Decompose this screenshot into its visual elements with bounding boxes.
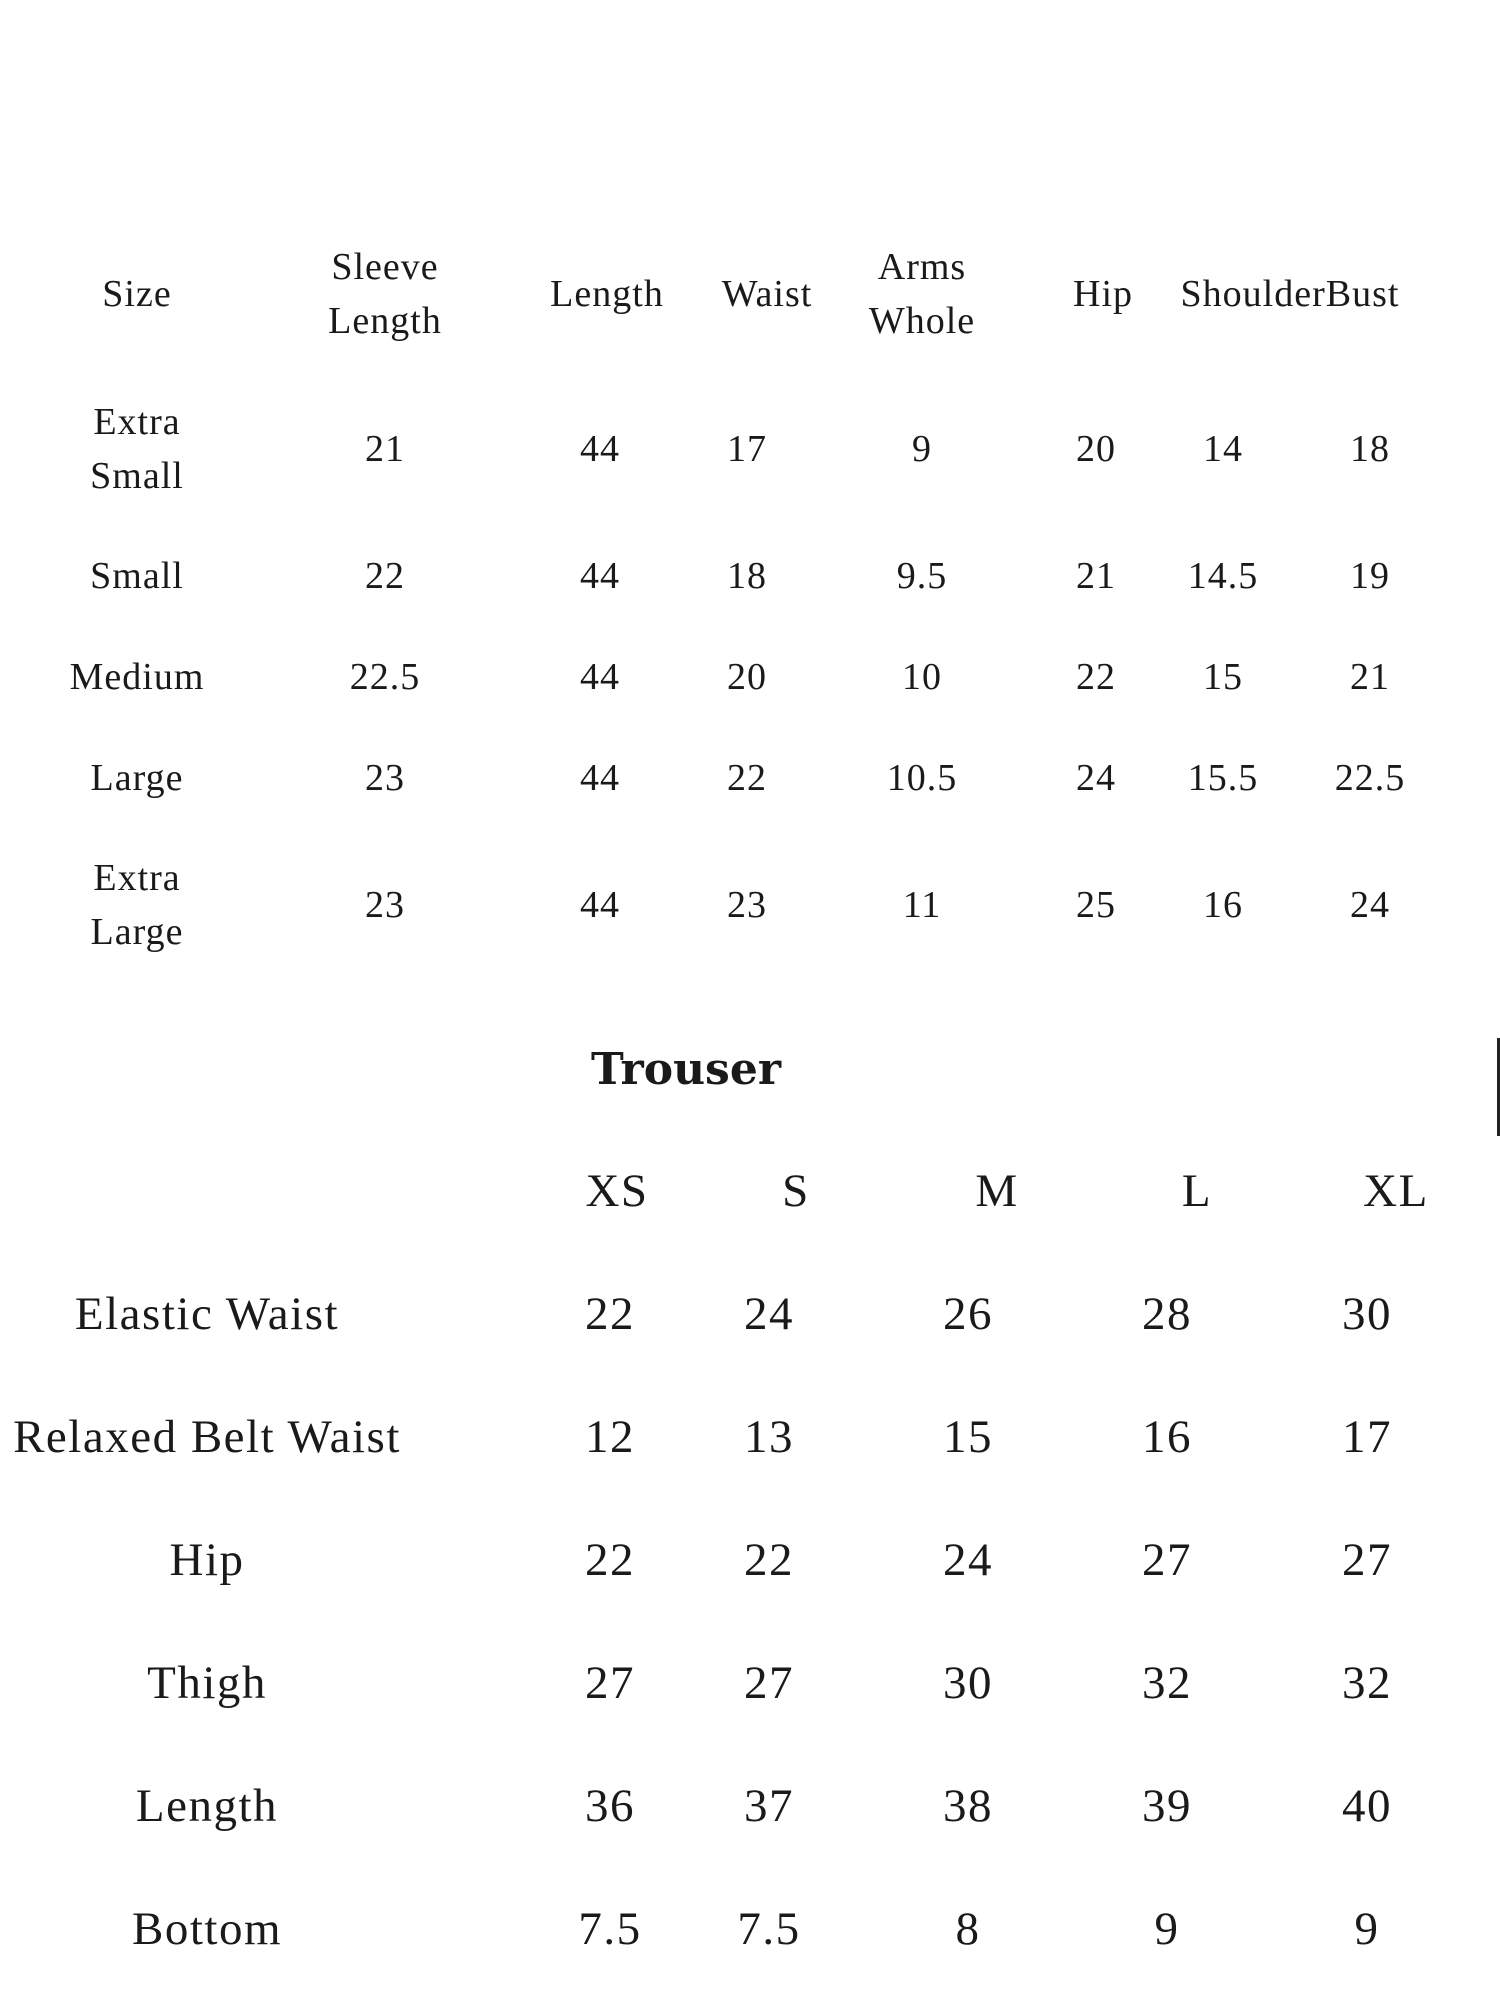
measurement-label: Thigh [147,1657,267,1709]
size-column-header: L [1181,1165,1213,1217]
table-cell: 21 [1350,656,1390,698]
measurement-value: 24 [943,1534,993,1586]
table-cell: 18 [727,555,767,597]
header-line: Length [550,273,664,315]
measurement-value: 22 [744,1534,794,1586]
row-size-label [70,658,205,696]
header-line: Sleeve [331,246,439,288]
table-cell: 24 [1076,757,1116,799]
measurement-value: 30 [943,1657,993,1709]
table-cell: 44 [580,428,620,470]
header-cell [869,240,975,348]
size-column-header: XL [1363,1165,1429,1217]
table-cell: 44 [580,555,620,597]
header-cell [550,275,664,313]
measurement-value: 36 [585,1780,635,1832]
measurement-label: Relaxed Belt Waist [13,1411,401,1463]
size-label-line: Extra [93,401,181,443]
size-column-header: XS [585,1165,649,1217]
table-cell: 23 [365,757,405,799]
measurement-label: Bottom [131,1903,283,1955]
measurement-value: 8 [955,1903,981,1955]
measurement-value: 13 [744,1411,794,1463]
table-cell: 25 [1076,884,1116,926]
measurement-value: 22 [585,1288,635,1340]
measurement-value: 37 [744,1780,794,1832]
header-cell [102,275,171,313]
table-cell: 23 [365,884,405,926]
measurement-value: 39 [1142,1780,1192,1832]
measurement-value: 7.5 [578,1903,642,1955]
measurement-value: 26 [943,1288,993,1340]
table-cell: 11 [902,884,942,926]
size-column-header: S [782,1165,810,1217]
measurement-value: 9 [1354,1903,1380,1955]
size-label-line: Small [90,555,184,597]
measurement-value: 32 [1142,1657,1192,1709]
measurement-value: 27 [585,1657,635,1709]
table-cell: 24 [1350,884,1390,926]
measurement-value: 22 [585,1534,635,1586]
measurement-value: 30 [1342,1288,1392,1340]
table-cell: 10.5 [886,757,958,799]
measurement-value: 27 [1142,1534,1192,1586]
header-line: Whole [868,300,976,342]
table-cell: 18 [1350,428,1390,470]
header-line: Hip [1073,273,1133,315]
size-label-line: Small [90,455,184,497]
table-cell: 9.5 [896,555,948,597]
measurement-value: 17 [1342,1411,1392,1463]
measurement-value: 12 [585,1411,635,1463]
measurement-value: 7.5 [737,1903,801,1955]
size-label-line: Large [90,757,184,799]
measurement-value: 38 [943,1780,993,1832]
header-line: ShoulderBust [1180,273,1400,315]
size-label-line: Large [90,911,184,953]
table-cell: 16 [1203,884,1243,926]
table-cell: 22.5 [349,656,421,698]
measurement-label: Length [135,1780,279,1832]
table-cell: 22 [365,555,405,597]
measurement-value: 32 [1342,1657,1392,1709]
size-label-line: Extra [93,857,181,899]
table-cell: 14 [1203,428,1243,470]
table-cell: 23 [727,884,767,926]
measurement-value: 40 [1342,1780,1392,1832]
table-cell: 22.5 [1334,757,1406,799]
table-cell: 22 [1076,656,1116,698]
header-line: Arms [877,246,967,288]
table-cell: 15 [1203,656,1243,698]
header-cell [722,275,813,313]
table-cell: 14.5 [1187,555,1259,597]
table-cell: 44 [580,656,620,698]
row-size-label [91,851,184,959]
table-cell: 9 [912,428,932,470]
row-size-label [90,557,184,595]
header-line: Waist [721,273,813,315]
row-size-label [90,395,184,503]
measurement-label: Hip [169,1534,245,1586]
header-cell [1073,275,1133,313]
measurement-value: 9 [1154,1903,1180,1955]
table-cell: 21 [365,428,405,470]
table-cell: 21 [1076,555,1116,597]
table-cell: 20 [727,656,767,698]
table-cell: 19 [1350,555,1390,597]
size-column-header: M [975,1165,1019,1217]
measurement-value: 16 [1142,1411,1192,1463]
header-line: Size [102,273,172,315]
trouser-title: Trouser [590,1044,782,1095]
table-cell: 10 [902,656,942,698]
table-cell: 20 [1076,428,1116,470]
table-cell: 22 [727,757,767,799]
measurement-value: 24 [744,1288,794,1340]
measurement-value: 28 [1142,1288,1192,1340]
table-cell: 17 [727,428,767,470]
measurement-value: 27 [1342,1534,1392,1586]
header-line: Length [328,300,442,342]
measurement-value: 27 [744,1657,794,1709]
measurement-value: 15 [943,1411,993,1463]
row-size-label [91,759,184,797]
measurement-label: Elastic Waist [74,1288,340,1340]
size-label-line: Medium [69,656,205,698]
table-cell: 15.5 [1187,757,1259,799]
table-cell: 44 [580,884,620,926]
header-cell [1181,275,1400,313]
table-cell: 44 [580,757,620,799]
header-cell [328,240,442,348]
